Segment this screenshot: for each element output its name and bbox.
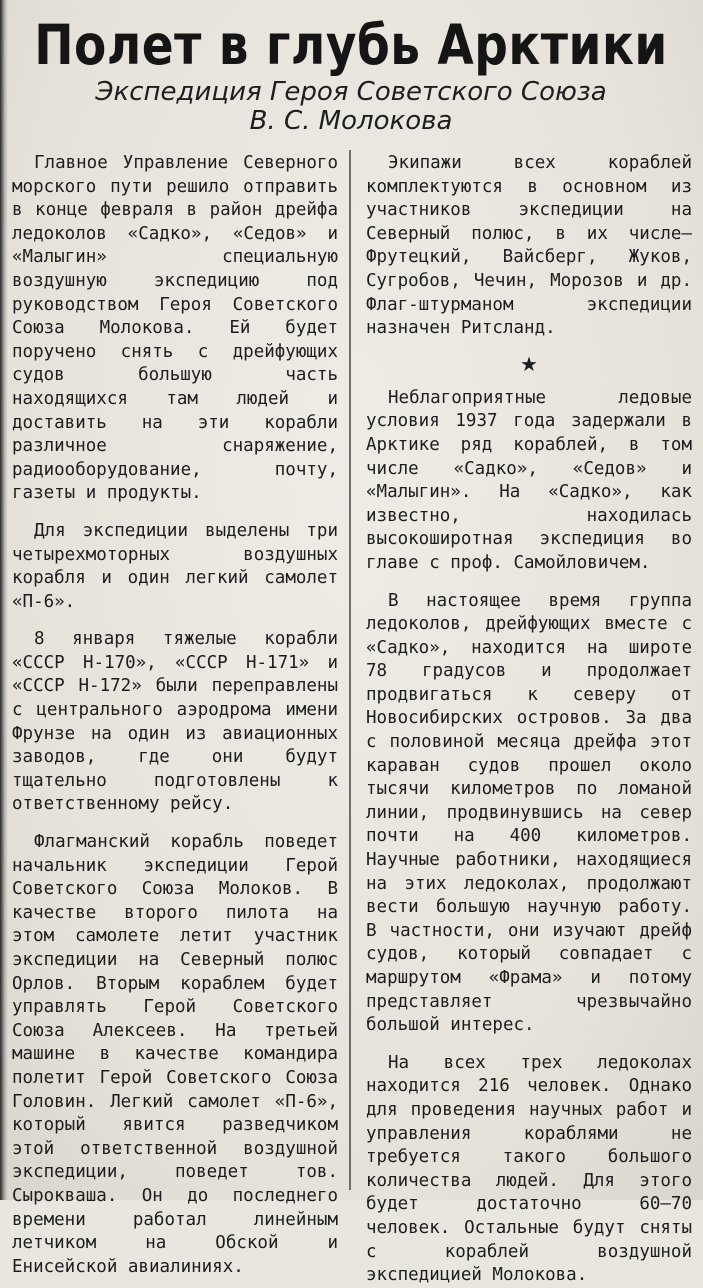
column-divider bbox=[349, 150, 351, 1190]
subhead-line-1: Экспедиция Героя Советского Союза bbox=[95, 77, 607, 107]
paragraph-people: На всех трех ледоколах находится 216 человек. Однако для проведения научных работ и управления кораблями не требуется такого большого количества людей. Для этого будет достаточно 60—70 человек. Остальные будут сняты с кораблей воздушной экспедицией Молокова. bbox=[366, 1052, 692, 1286]
subhead-line-2: В. С. Молокова bbox=[249, 106, 453, 136]
left-column bbox=[12, 152, 338, 1277]
article-headline: Полет в глубь Арктики bbox=[34, 13, 668, 78]
paragraph-crews: Флагманский корабль поведет начальник экспедиции Герой Советского Союза Молоков. В качестве второго пилота на этом самолете летит участник экспедиции на Северный полюс Орлов. Вторым кораблем будет управлять Герой Советского Союза Алексеев. На третьей машине в качестве командира полетит Герой Советского Союза Головин. Легкий самолет «П-6», который явится разведчиком этой ответственной воздушной экспедиции, поведет тов. Сырокваша. Он до последнего времени работал линейным летчиком на Обской и Енисейской авиалиниях. bbox=[12, 832, 338, 1277]
paragraph-announcement: Главное Управление Северного морского пути решило отправить в конце февраля в район дрейфа ледоколов «Садко», «Седов» и «Малыгин» специальную воздушную экспедицию под руководством Героя Советского Союза Молокова. Ей будет поручено снять с дрейфующих судов большую часть находящихся там людей и доставить на эти корабли различное снаряжение, радиооборудование, почту, газеты и продукты. bbox=[12, 153, 338, 504]
page-edge-shadow bbox=[0, 0, 8, 1200]
paragraph-transfer: 8 января тяжелые корабли «СССР Н-170», «СССР Н-171» и «СССР Н-172» были переправлены с центрального аэродрома имени Фрунзе на один из авиационных заводов, где они будут тщательно подготовлены к ответственному рейсу. bbox=[12, 629, 338, 815]
paragraph-drift: В настоящее время группа ледоколов, дрейфующих вместе с «Садко», находится на широте 78 градусов и продолжает продвигаться к северу от Новосибирских островов. За два с половиной месяца дрейфа этот караван судов прошел около тысячи километров по ломаной линии, продвинувшись на север почти на 400 километров. Научные работники, находящиеся на этих ледоколах, продолжают вести большую научную работу. В частности, они изучают дрейф судов, который совпадает с маршрутом «Фрама» и потому представляет чрезвычайно большой интерес. bbox=[366, 590, 692, 1036]
star-separator-icon: ★ bbox=[520, 351, 538, 376]
paragraph-crew-members: Экипажи всех кораблей комплектуются в основном из участников экспедиции на Северный полюс, в их числе—Фрутецкий, Вайсберг, Жуков, Сугробов, Чечин, Морозов и др. Флаг-штурманом экспедиции назначен Ритсланд. bbox=[366, 153, 692, 339]
article-subhead bbox=[16, 78, 686, 136]
right-column bbox=[366, 152, 692, 1286]
paragraph-aircraft: Для экспедиции выделены три четырехмоторных воздушных корабля и один легкий самолет «П-6». bbox=[12, 520, 338, 612]
paragraph-ice-conditions: Неблагоприятные ледовые условия 1937 года задержали в Арктике ряд кораблей, в том числе «Садко», «Седов» и «Малыгин». На «Садко», как известно, находилась высокоширотная экспедиция во главе с проф. Самойловичем. bbox=[366, 387, 692, 573]
